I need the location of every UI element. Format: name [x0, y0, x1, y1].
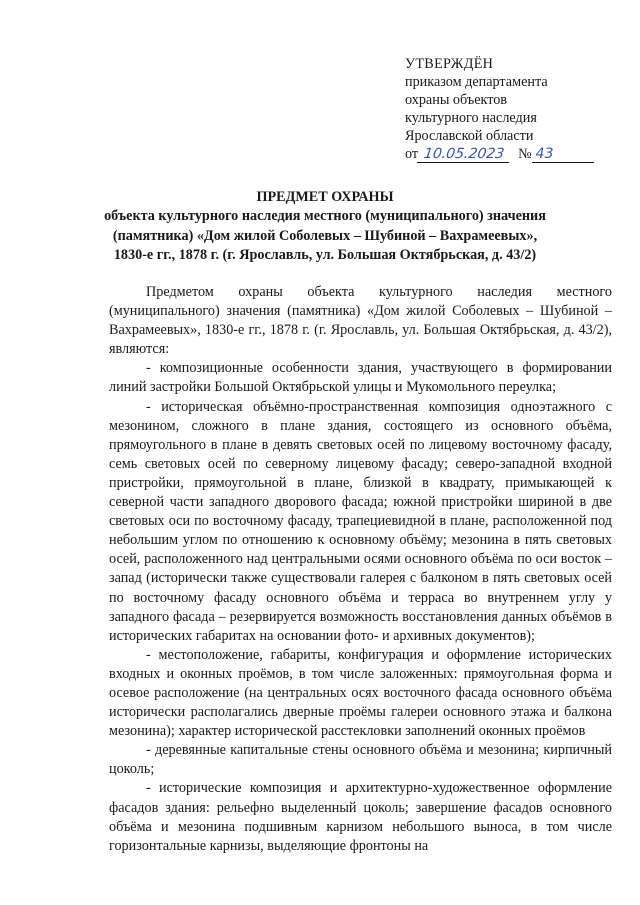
approval-line: охраны объектов — [405, 92, 507, 108]
body-list-item: - деревянные капитальные стены основного объёма и мезонина; кирпичный цоколь; — [109, 742, 612, 778]
body-list-item: - композиционные особенности здания, участвующего в формировании линий застройки Большой Октябрьской улицы и Мукомольного переулка; — [109, 360, 612, 396]
approval-line: Ярославской области — [405, 128, 534, 144]
date-prefix: от — [405, 146, 419, 162]
approval-heading: УТВЕРЖДЁН — [405, 56, 494, 72]
title-line: 1830-е гг., 1878 г. (г. Ярославль, ул. Большая Октябрьская, д. 43/2) — [113, 246, 537, 263]
body-list-item: - исторические композиция и архитектурно-художественное оформление фасадов здания: рельефно выделенный цоколь; завершение фасадов основного объёма и мезонина подшивным карнизом небольшого выноса, в том числе горизонтальные карнизы, выделяющие фронтоны на — [109, 780, 612, 854]
body-list-item: - историческая объёмно-пространственная композиция одноэтажного с мезонином, сложного в плане здания, состоящего из основного объёма, прямоугольного в плане в девять световых осей по лицевому восточному фасаду, семь световых осей по северному лицевому фасаду; северо-западной входной пристройки, прямоугольной в плане, близкой в квадрату, примыкающей к северной части западного дворового фасада; южной пристройки шириной в две световых оси по восточному фасаду, трапециевидной в плане, расположенной под небольшим углом по отношению к основному объёму; мезонина в пять световых осей, расположенного над центральными осями основного объёма по оси восток – запад (исторически также существовали галерея с балконом в пять световых осей по восточному фасаду основного объёма и терраса во внутреннем углу у западного фасада – резервируется возможность восстановления данных объёмов в исторических габаритах на основании фото- и архивных документов); — [109, 398, 612, 644]
title-line: объекта культурного наследия местного (муниципального) значения — [104, 208, 546, 225]
approval-stamp-block — [405, 55, 615, 163]
number-prefix: № — [518, 146, 532, 162]
approval-line: приказом департамента — [405, 74, 548, 90]
order-date-number-row — [405, 145, 615, 163]
document-body — [109, 283, 612, 856]
order-number-handwritten: 43 — [532, 146, 594, 163]
body-intro-paragraph: Предметом охраны объекта культурного наследия местного (муниципального) значения (памятника) «Дом жилой Соболевых – Шубиной – Вахрамеевых», 1830-е гг., 1878 г. (г. Ярославль, ул. Большая Октябрьская, д. 43/2), являются: — [109, 284, 612, 358]
title-line: (памятника) «Дом жилой Соболевых – Шубиной – Вахрамеевых», — [112, 227, 538, 244]
document-title — [95, 188, 555, 265]
approval-line: культурного наследия — [405, 110, 537, 126]
body-list-item: - местоположение, габариты, конфигурация и оформление исторических входных и оконных проёмов, в том числе заложенных: прямоугольная форма и осевое расположение (на центральных осях восточного фасада основного объёма исторически располагались дверные проёмы галереи основного этажа и балкона мезонина); характер исторической расстекловки заполнений оконных проёмов — [109, 646, 612, 740]
order-date-handwritten: 10.05.2023 — [417, 146, 511, 163]
title-line: ПРЕДМЕТ ОХРАНЫ — [256, 189, 394, 205]
